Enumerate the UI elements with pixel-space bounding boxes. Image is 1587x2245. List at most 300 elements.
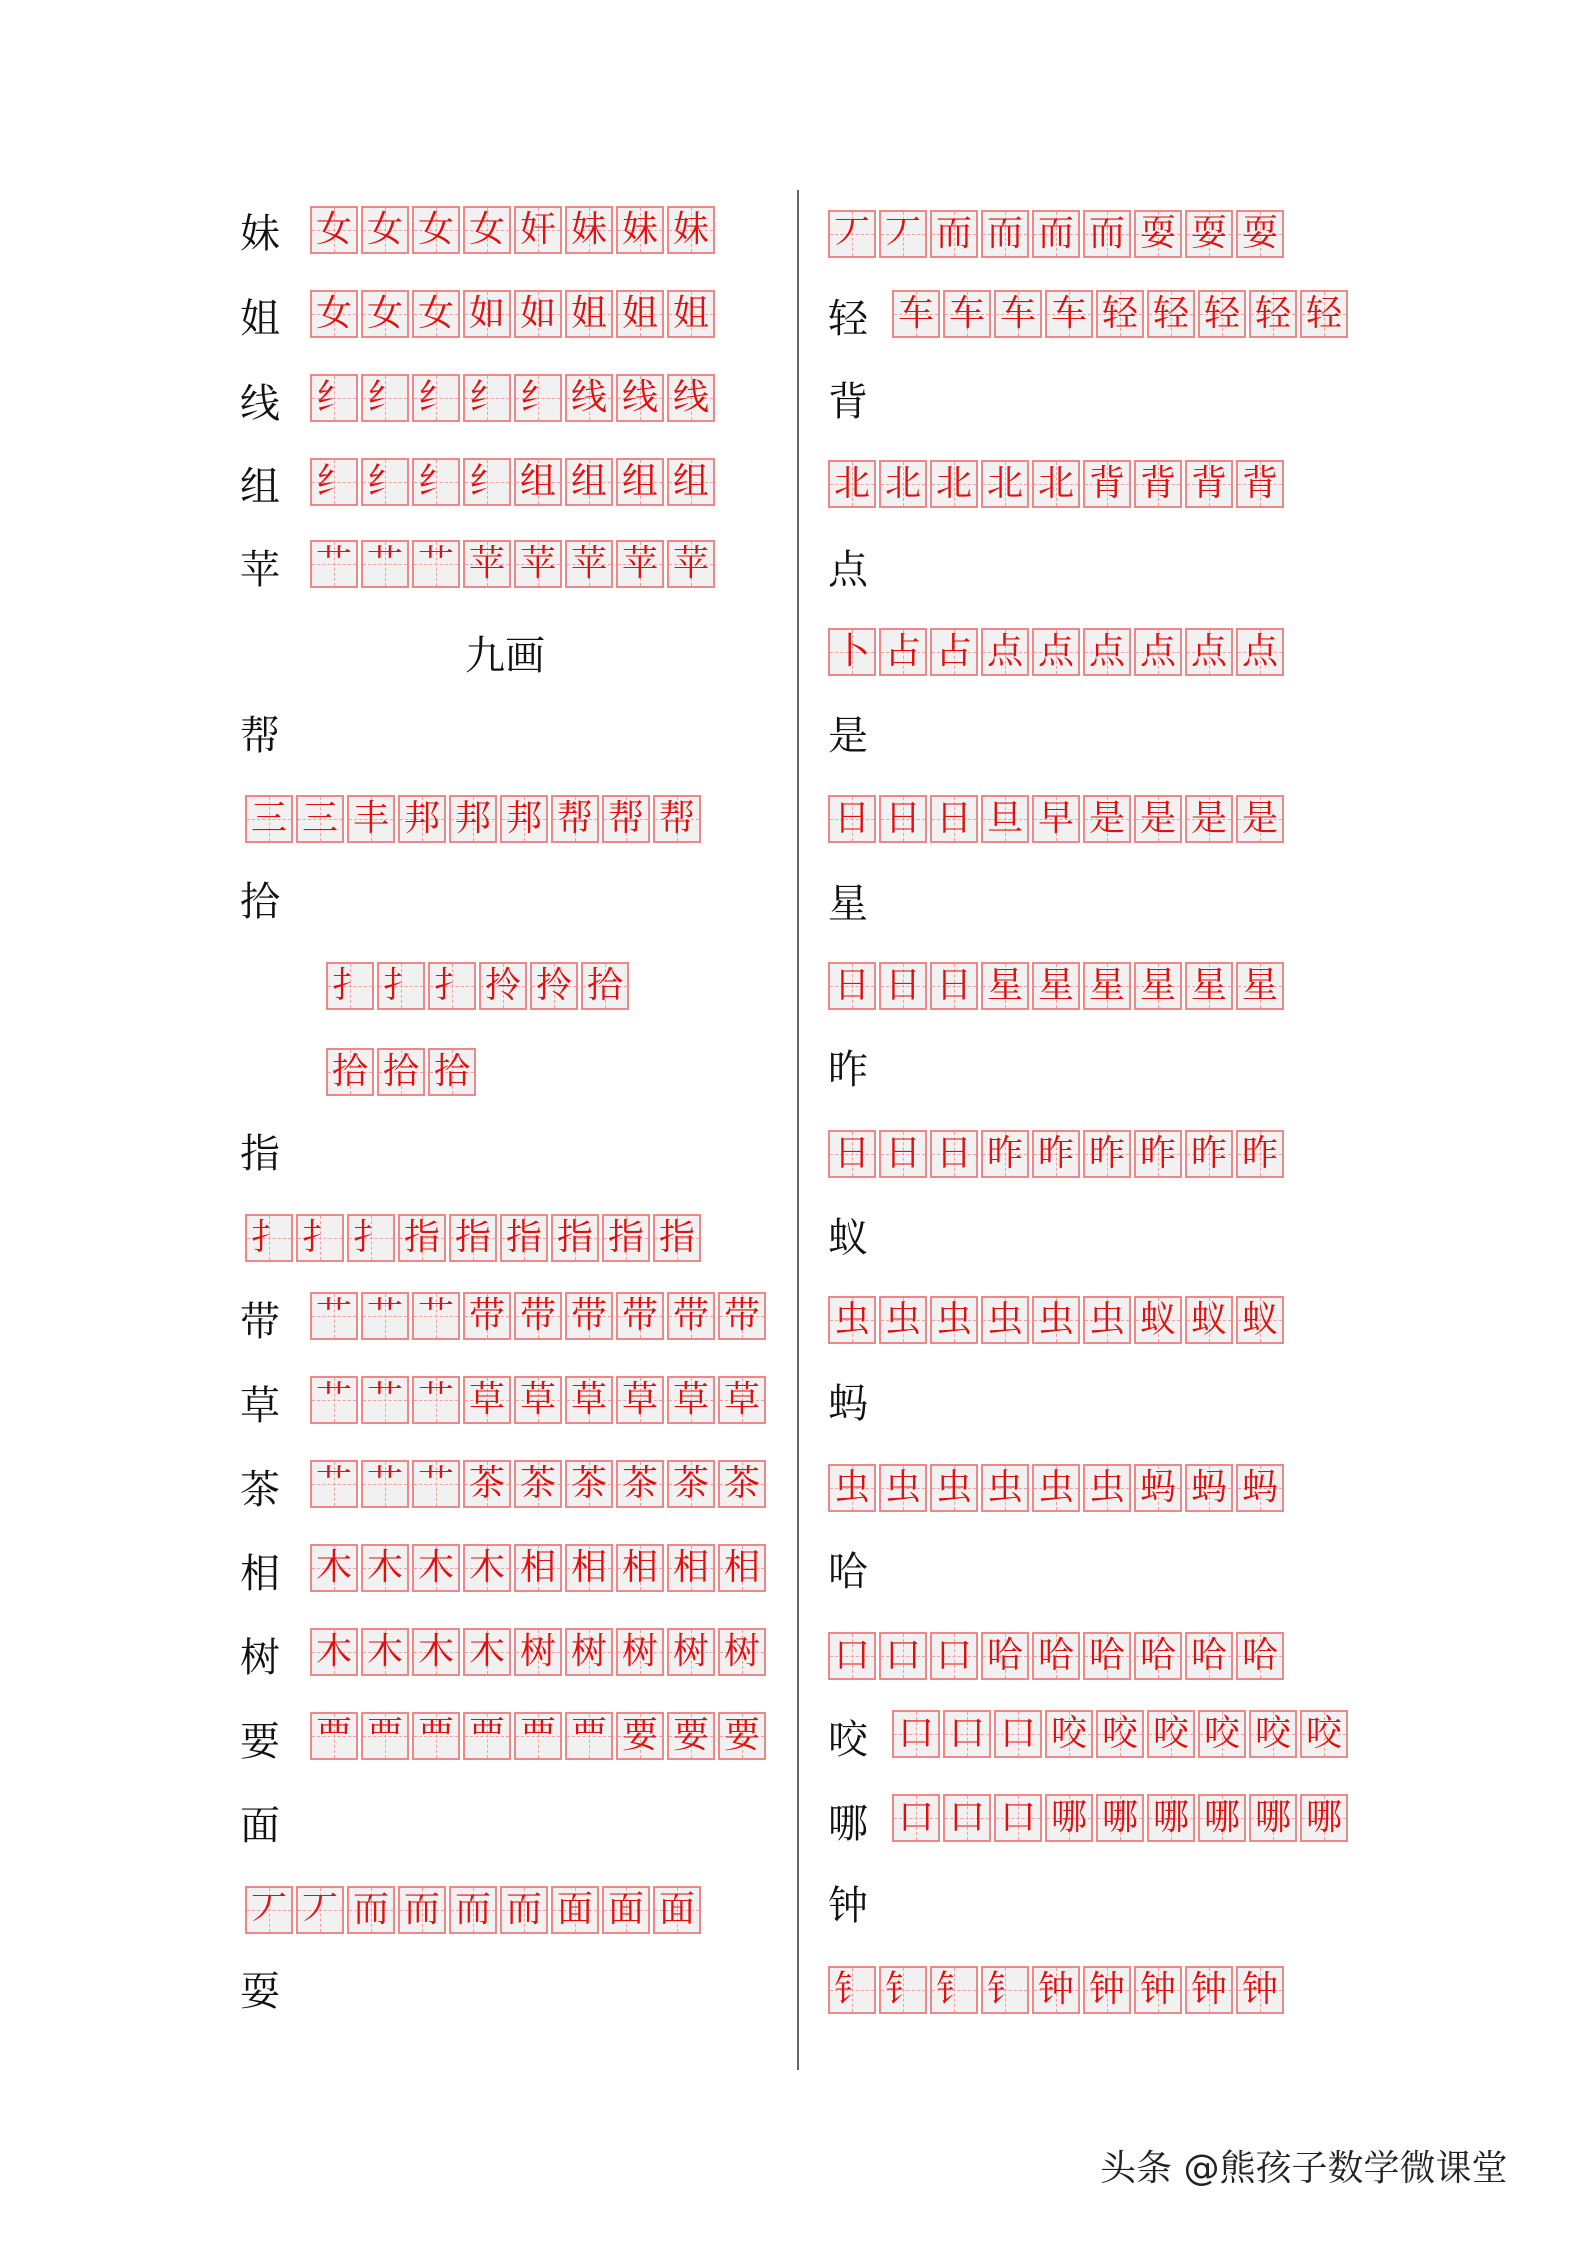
stroke-step-cell xyxy=(1134,1296,1182,1344)
stroke-step-glyph: 北 xyxy=(935,463,972,504)
stroke-step-cell xyxy=(1185,1130,1233,1178)
stroke-step-cell xyxy=(667,1376,715,1424)
stroke-step-cell xyxy=(981,1632,1029,1680)
stroke-step-cell xyxy=(1236,1464,1284,1512)
stroke-step-glyph: 早 xyxy=(1037,798,1074,839)
stroke-step-glyph: 北 xyxy=(833,463,870,504)
stroke-step-cell xyxy=(347,1214,395,1262)
stroke-step-cell xyxy=(718,1292,766,1340)
stroke-step-cell xyxy=(994,1794,1042,1842)
stroke-step-glyph: 组 xyxy=(621,461,658,502)
stroke-step-glyph: 蚂 xyxy=(1190,1467,1227,1508)
stroke-step-cell xyxy=(1236,460,1284,508)
stroke-order-strip xyxy=(828,210,1287,258)
stroke-step-glyph: 纟 xyxy=(366,377,403,418)
stroke-step-cell xyxy=(1249,1710,1297,1758)
stroke-step-cell xyxy=(412,290,460,338)
stroke-step-glyph: 带 xyxy=(672,1295,709,1336)
stroke-step-cell xyxy=(551,1214,599,1262)
stroke-step-glyph: 树 xyxy=(672,1631,709,1672)
stroke-step-glyph: 点 xyxy=(1190,631,1227,672)
stroke-step-cell xyxy=(565,1628,613,1676)
stroke-step-glyph: 纟 xyxy=(468,461,505,502)
stroke-step-glyph: 北 xyxy=(884,463,921,504)
stroke-step-cell xyxy=(828,460,876,508)
stroke-step-glyph: 哈 xyxy=(1190,1635,1227,1676)
stroke-step-cell xyxy=(347,1886,395,1934)
stroke-step-glyph: 茶 xyxy=(519,1463,556,1504)
stroke-step-cell xyxy=(653,1886,701,1934)
stroke-step-glyph: 日 xyxy=(935,965,972,1006)
stroke-step-cell xyxy=(412,1460,460,1508)
stroke-step-glyph: 草 xyxy=(672,1379,709,1420)
stroke-step-glyph: 艹 xyxy=(417,1379,454,1420)
stroke-step-cell xyxy=(879,628,927,676)
stroke-step-glyph: 日 xyxy=(935,1133,972,1174)
stroke-step-cell xyxy=(1185,1632,1233,1680)
stroke-step-cell xyxy=(1236,1966,1284,2014)
stroke-step-cell xyxy=(602,1214,650,1262)
stroke-step-cell xyxy=(514,1712,562,1760)
stroke-step-glyph: 昨 xyxy=(1190,1133,1227,1174)
stroke-step-glyph: 钅 xyxy=(986,1969,1023,2010)
stroke-step-glyph: 口 xyxy=(833,1635,870,1676)
stroke-order-strip xyxy=(310,1628,769,1676)
stroke-step-glyph: 面 xyxy=(658,1889,695,1930)
stroke-step-glyph: 三 xyxy=(301,798,338,839)
stroke-step-glyph: 覀 xyxy=(468,1715,505,1756)
stroke-step-glyph: 三 xyxy=(250,798,287,839)
stroke-step-glyph: 哪 xyxy=(1203,1797,1240,1838)
stroke-step-glyph: 苹 xyxy=(570,543,607,584)
stroke-step-glyph: 虫 xyxy=(1088,1467,1125,1508)
character-label: 姐 xyxy=(240,296,280,342)
stroke-step-glyph: 是 xyxy=(1088,798,1125,839)
stroke-step-cell xyxy=(616,1292,664,1340)
stroke-step-glyph: 蚁 xyxy=(1139,1299,1176,1340)
stroke-order-strip xyxy=(245,1886,704,1934)
stroke-step-glyph: 要 xyxy=(621,1715,658,1756)
stroke-step-glyph: 咬 xyxy=(1050,1713,1087,1754)
stroke-step-cell xyxy=(245,1886,293,1934)
stroke-step-glyph: 虫 xyxy=(986,1467,1023,1508)
stroke-step-glyph: 昨 xyxy=(1139,1133,1176,1174)
stroke-step-glyph: 而 xyxy=(986,213,1023,254)
stroke-step-glyph: 星 xyxy=(1088,965,1125,1006)
stroke-step-cell xyxy=(310,206,358,254)
stroke-step-cell xyxy=(463,1376,511,1424)
stroke-order-strip xyxy=(310,374,718,422)
stroke-step-cell xyxy=(994,290,1042,338)
stroke-order-strip xyxy=(310,1712,769,1760)
stroke-step-cell xyxy=(994,1710,1042,1758)
stroke-step-glyph: 木 xyxy=(468,1547,505,1588)
stroke-order-strip xyxy=(310,1376,769,1424)
stroke-step-glyph: 覀 xyxy=(519,1715,556,1756)
stroke-step-glyph: 虫 xyxy=(884,1467,921,1508)
stroke-step-glyph: 背 xyxy=(1241,463,1278,504)
stroke-step-glyph: 北 xyxy=(986,463,1023,504)
stroke-step-glyph: 女 xyxy=(468,209,505,250)
stroke-step-glyph: 覀 xyxy=(315,1715,352,1756)
stroke-order-strip xyxy=(310,1292,769,1340)
stroke-step-glyph: 草 xyxy=(723,1379,760,1420)
stroke-step-cell xyxy=(565,1376,613,1424)
stroke-step-cell xyxy=(1300,290,1348,338)
stroke-step-glyph: 哪 xyxy=(1254,1797,1291,1838)
stroke-step-cell xyxy=(412,540,460,588)
stroke-step-cell xyxy=(1185,460,1233,508)
stroke-step-cell xyxy=(1096,290,1144,338)
stroke-step-glyph: 背 xyxy=(1139,463,1176,504)
stroke-step-cell xyxy=(828,1464,876,1512)
section-heading: 九画 xyxy=(465,633,545,679)
stroke-step-glyph: 相 xyxy=(672,1547,709,1588)
stroke-step-cell xyxy=(310,1292,358,1340)
stroke-step-glyph: 邦 xyxy=(454,798,491,839)
stroke-step-cell xyxy=(1083,1966,1131,2014)
stroke-step-cell xyxy=(1083,1632,1131,1680)
stroke-step-glyph: 草 xyxy=(570,1379,607,1420)
stroke-step-cell xyxy=(943,1794,991,1842)
stroke-step-cell xyxy=(412,1376,460,1424)
stroke-step-glyph: 扌 xyxy=(331,965,368,1006)
stroke-step-glyph: 口 xyxy=(897,1797,934,1838)
stroke-step-cell xyxy=(828,1632,876,1680)
stroke-step-glyph: 覀 xyxy=(417,1715,454,1756)
stroke-step-cell xyxy=(463,1460,511,1508)
stroke-step-cell xyxy=(463,206,511,254)
stroke-step-cell xyxy=(1134,1632,1182,1680)
stroke-order-strip xyxy=(828,962,1287,1010)
stroke-step-glyph: 带 xyxy=(519,1295,556,1336)
stroke-step-cell xyxy=(463,290,511,338)
stroke-step-cell xyxy=(581,962,629,1010)
stroke-step-glyph: 茶 xyxy=(468,1463,505,1504)
stroke-step-glyph: 帮 xyxy=(607,798,644,839)
stroke-step-cell xyxy=(1083,460,1131,508)
stroke-step-cell xyxy=(616,1712,664,1760)
stroke-step-glyph: 是 xyxy=(1190,798,1227,839)
character-label: 蚁 xyxy=(828,1215,868,1261)
stroke-step-glyph: 面 xyxy=(556,1889,593,1930)
stroke-step-cell xyxy=(310,1544,358,1592)
stroke-step-glyph: 如 xyxy=(519,293,556,334)
stroke-step-cell xyxy=(514,1292,562,1340)
stroke-step-glyph: 虫 xyxy=(833,1467,870,1508)
stroke-step-cell xyxy=(1147,290,1195,338)
stroke-step-glyph: 纟 xyxy=(315,461,352,502)
stroke-step-cell xyxy=(449,1214,497,1262)
stroke-step-glyph: 日 xyxy=(833,965,870,1006)
stroke-step-cell xyxy=(879,1130,927,1178)
stroke-step-cell xyxy=(500,795,548,843)
stroke-order-strip xyxy=(310,540,718,588)
stroke-step-cell xyxy=(981,460,1029,508)
stroke-step-glyph: 女 xyxy=(417,209,454,250)
stroke-step-cell xyxy=(514,290,562,338)
stroke-step-cell xyxy=(412,1628,460,1676)
stroke-step-cell xyxy=(1198,1794,1246,1842)
stroke-step-glyph: 蚂 xyxy=(1241,1467,1278,1508)
stroke-step-glyph: 指 xyxy=(607,1217,644,1258)
stroke-step-glyph: 日 xyxy=(884,1133,921,1174)
stroke-step-glyph: 耍 xyxy=(1139,213,1176,254)
stroke-step-cell xyxy=(879,1632,927,1680)
stroke-step-glyph: 卜 xyxy=(833,631,870,672)
character-label: 苹 xyxy=(240,547,280,593)
stroke-step-cell xyxy=(463,458,511,506)
stroke-step-glyph: 虫 xyxy=(986,1299,1023,1340)
stroke-step-glyph: 如 xyxy=(468,293,505,334)
stroke-step-glyph: 艹 xyxy=(366,1295,403,1336)
stroke-step-glyph: 哈 xyxy=(1037,1635,1074,1676)
stroke-step-glyph: 蚁 xyxy=(1241,1299,1278,1340)
stroke-step-glyph: 口 xyxy=(999,1797,1036,1838)
stroke-order-strip xyxy=(828,1464,1287,1512)
stroke-step-cell xyxy=(718,1460,766,1508)
stroke-step-glyph: 指 xyxy=(403,1217,440,1258)
stroke-step-cell xyxy=(667,1628,715,1676)
character-label: 指 xyxy=(240,1131,280,1177)
stroke-step-glyph: 奸 xyxy=(519,209,556,250)
stroke-step-cell xyxy=(245,1214,293,1262)
stroke-step-glyph: 艹 xyxy=(366,1379,403,1420)
stroke-step-cell xyxy=(981,1130,1029,1178)
stroke-step-glyph: 扌 xyxy=(433,965,470,1006)
stroke-step-cell xyxy=(1032,962,1080,1010)
stroke-step-cell xyxy=(892,1794,940,1842)
stroke-step-cell xyxy=(245,795,293,843)
stroke-step-glyph: 组 xyxy=(519,461,556,502)
stroke-step-cell xyxy=(1032,460,1080,508)
stroke-step-glyph: 哪 xyxy=(1152,1797,1189,1838)
stroke-step-glyph: 轻 xyxy=(1152,293,1189,334)
stroke-step-cell xyxy=(718,1712,766,1760)
stroke-step-glyph: 轻 xyxy=(1203,293,1240,334)
stroke-step-cell xyxy=(981,795,1029,843)
stroke-step-glyph: 口 xyxy=(897,1713,934,1754)
stroke-step-cell xyxy=(616,1376,664,1424)
stroke-step-cell xyxy=(377,1048,425,1096)
stroke-step-cell xyxy=(551,795,599,843)
stroke-step-glyph: 哪 xyxy=(1050,1797,1087,1838)
stroke-step-cell xyxy=(412,458,460,506)
stroke-step-glyph: 艹 xyxy=(366,543,403,584)
character-label: 哪 xyxy=(828,1801,868,1847)
stroke-step-cell xyxy=(616,206,664,254)
stroke-step-cell xyxy=(500,1214,548,1262)
stroke-step-glyph: 丆 xyxy=(884,213,921,254)
stroke-step-cell xyxy=(1134,1130,1182,1178)
stroke-step-cell xyxy=(828,795,876,843)
stroke-step-cell xyxy=(667,1292,715,1340)
stroke-step-cell xyxy=(361,458,409,506)
stroke-step-cell xyxy=(463,1712,511,1760)
stroke-step-glyph: 背 xyxy=(1190,463,1227,504)
stroke-step-cell xyxy=(667,1712,715,1760)
stroke-step-glyph: 哪 xyxy=(1305,1797,1342,1838)
stroke-step-glyph: 木 xyxy=(315,1547,352,1588)
stroke-step-cell xyxy=(1236,628,1284,676)
stroke-step-glyph: 纟 xyxy=(315,377,352,418)
stroke-step-cell xyxy=(1249,1794,1297,1842)
stroke-step-glyph: 带 xyxy=(723,1295,760,1336)
stroke-order-strip xyxy=(828,1296,1287,1344)
stroke-step-glyph: 咬 xyxy=(1305,1713,1342,1754)
stroke-step-cell xyxy=(479,962,527,1010)
stroke-step-glyph: 车 xyxy=(897,293,934,334)
stroke-step-glyph: 点 xyxy=(986,631,1023,672)
stroke-step-cell xyxy=(1236,1296,1284,1344)
stroke-order-strip xyxy=(892,290,1351,338)
stroke-step-glyph: 艹 xyxy=(315,1379,352,1420)
stroke-step-cell xyxy=(1083,1296,1131,1344)
stroke-step-glyph: 北 xyxy=(1037,463,1074,504)
stroke-step-cell xyxy=(1198,290,1246,338)
stroke-step-cell xyxy=(667,374,715,422)
stroke-step-glyph: 姐 xyxy=(570,293,607,334)
stroke-step-cell xyxy=(530,962,578,1010)
stroke-step-cell xyxy=(310,374,358,422)
stroke-step-glyph: 钟 xyxy=(1139,1969,1176,2010)
stroke-step-glyph: 车 xyxy=(999,293,1036,334)
stroke-step-cell xyxy=(1083,210,1131,258)
stroke-step-cell xyxy=(1032,795,1080,843)
character-label: 相 xyxy=(240,1551,280,1597)
stroke-step-cell xyxy=(514,540,562,588)
stroke-step-cell xyxy=(1185,210,1233,258)
stroke-step-glyph: 蚂 xyxy=(1139,1467,1176,1508)
stroke-step-glyph: 妹 xyxy=(570,209,607,250)
stroke-step-cell xyxy=(1236,795,1284,843)
stroke-order-strip xyxy=(310,206,718,254)
stroke-step-glyph: 覀 xyxy=(366,1715,403,1756)
character-label: 草 xyxy=(240,1383,280,1429)
character-label: 要 xyxy=(240,1719,280,1765)
stroke-step-cell xyxy=(981,1464,1029,1512)
stroke-step-cell xyxy=(1249,290,1297,338)
stroke-step-cell xyxy=(1134,1464,1182,1512)
stroke-step-glyph: 扌 xyxy=(382,965,419,1006)
stroke-step-glyph: 丆 xyxy=(833,213,870,254)
stroke-step-glyph: 艹 xyxy=(417,1463,454,1504)
stroke-step-cell xyxy=(361,290,409,338)
stroke-step-glyph: 车 xyxy=(948,293,985,334)
stroke-step-glyph: 昨 xyxy=(1241,1133,1278,1174)
stroke-step-glyph: 而 xyxy=(1088,213,1125,254)
character-label: 背 xyxy=(828,379,868,425)
stroke-step-glyph: 草 xyxy=(468,1379,505,1420)
stroke-step-glyph: 背 xyxy=(1088,463,1125,504)
stroke-step-glyph: 口 xyxy=(884,1635,921,1676)
stroke-step-glyph: 而 xyxy=(1037,213,1074,254)
stroke-step-cell xyxy=(1134,460,1182,508)
stroke-step-glyph: 女 xyxy=(417,293,454,334)
stroke-step-glyph: 虫 xyxy=(1037,1467,1074,1508)
stroke-step-cell xyxy=(653,795,701,843)
stroke-step-cell xyxy=(428,962,476,1010)
stroke-step-cell xyxy=(718,1628,766,1676)
stroke-step-cell xyxy=(616,1628,664,1676)
stroke-step-cell xyxy=(500,1886,548,1934)
stroke-order-strip xyxy=(310,290,718,338)
stroke-step-cell xyxy=(879,1464,927,1512)
stroke-step-glyph: 星 xyxy=(1241,965,1278,1006)
stroke-step-cell xyxy=(361,540,409,588)
stroke-step-glyph: 钅 xyxy=(884,1969,921,2010)
stroke-step-cell xyxy=(1083,628,1131,676)
stroke-step-cell xyxy=(1300,1710,1348,1758)
stroke-step-cell xyxy=(565,1712,613,1760)
stroke-step-glyph: 艹 xyxy=(417,1295,454,1336)
stroke-step-glyph: 树 xyxy=(519,1631,556,1672)
stroke-step-glyph: 纟 xyxy=(519,377,556,418)
stroke-step-glyph: 木 xyxy=(417,1631,454,1672)
stroke-step-cell xyxy=(667,290,715,338)
stroke-step-glyph: 指 xyxy=(556,1217,593,1258)
stroke-step-glyph: 旦 xyxy=(986,798,1023,839)
stroke-step-glyph: 茶 xyxy=(672,1463,709,1504)
character-label: 拾 xyxy=(240,879,280,925)
stroke-step-cell xyxy=(514,1376,562,1424)
stroke-step-glyph: 哪 xyxy=(1101,1797,1138,1838)
stroke-step-cell xyxy=(616,1460,664,1508)
stroke-order-strip xyxy=(892,1710,1351,1758)
stroke-step-cell xyxy=(1236,1632,1284,1680)
column-divider xyxy=(797,190,799,2070)
stroke-step-cell xyxy=(1045,290,1093,338)
character-label: 星 xyxy=(828,881,868,927)
stroke-step-glyph: 扌 xyxy=(250,1217,287,1258)
stroke-step-cell xyxy=(828,1130,876,1178)
stroke-step-cell xyxy=(412,1544,460,1592)
stroke-step-cell xyxy=(565,374,613,422)
stroke-step-glyph: 茶 xyxy=(723,1463,760,1504)
stroke-step-glyph: 纟 xyxy=(417,461,454,502)
stroke-step-cell xyxy=(1032,1296,1080,1344)
character-label: 哈 xyxy=(828,1549,868,1595)
stroke-step-glyph: 日 xyxy=(833,1133,870,1174)
stroke-step-glyph: 点 xyxy=(1241,631,1278,672)
stroke-step-glyph: 耍 xyxy=(1241,213,1278,254)
stroke-step-glyph: 咬 xyxy=(1254,1713,1291,1754)
stroke-step-cell xyxy=(718,1544,766,1592)
stroke-step-cell xyxy=(449,1886,497,1934)
stroke-step-cell xyxy=(398,795,446,843)
stroke-step-glyph: 点 xyxy=(1139,631,1176,672)
stroke-step-glyph: 女 xyxy=(366,293,403,334)
stroke-step-cell xyxy=(1032,210,1080,258)
stroke-step-glyph: 车 xyxy=(1050,293,1087,334)
stroke-step-glyph: 帮 xyxy=(658,798,695,839)
stroke-step-glyph: 口 xyxy=(935,1635,972,1676)
stroke-step-cell xyxy=(428,1048,476,1096)
stroke-step-cell xyxy=(1134,1966,1182,2014)
stroke-step-glyph: 相 xyxy=(570,1547,607,1588)
stroke-step-cell xyxy=(1185,795,1233,843)
stroke-step-glyph: 邦 xyxy=(403,798,440,839)
stroke-step-glyph: 而 xyxy=(935,213,972,254)
stroke-step-glyph: 指 xyxy=(505,1217,542,1258)
stroke-step-glyph: 线 xyxy=(621,377,658,418)
stroke-step-glyph: 树 xyxy=(723,1631,760,1672)
stroke-order-strip xyxy=(828,795,1287,843)
stroke-step-cell xyxy=(667,206,715,254)
stroke-step-cell xyxy=(616,540,664,588)
stroke-step-glyph: 木 xyxy=(366,1547,403,1588)
stroke-step-cell xyxy=(879,962,927,1010)
